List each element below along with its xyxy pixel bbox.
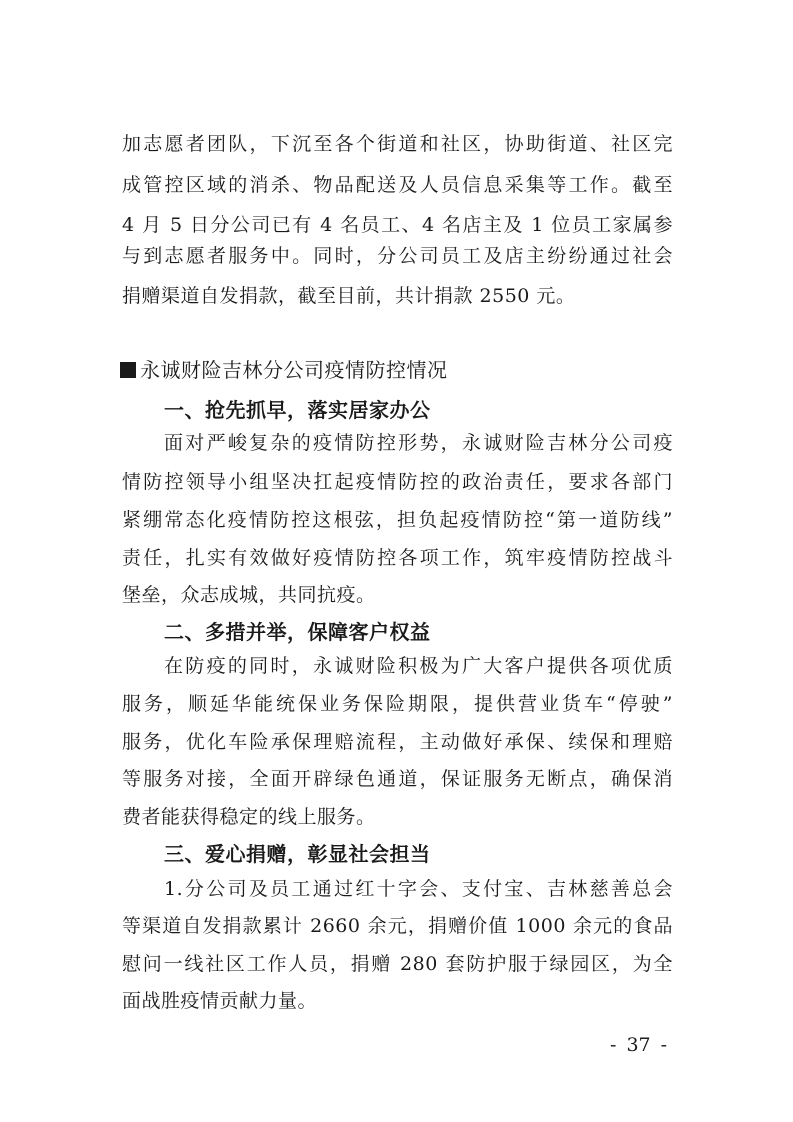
subsection-1-line-5: 堡垒，众志成城，共同抗疫。 [122,584,376,606]
intro-line-2: 成管控区域的消杀、物品配送及人员信息采集等工作。截至 [122,174,673,196]
intro-line-4: 与到志愿者服务中。同时，分公司员工及店主纷纷通过社会 [122,245,673,267]
subsection-2-line-4: 等服务对接，全面开辟绿色通道，保证服务无断点，确保消 [122,768,673,790]
subsection-3-line-2: 等渠道自发捐款累计 2660 余元，捐赠价值 1000 余元的食品 [122,915,673,937]
subsection-2-line-1: 在防疫的同时，永诚财险积极为广大客户提供各项优质 [164,655,673,677]
subsection-2-line-2: 服务，顺延华能统保业务保险期限，提供营业货车“停驶” [122,693,673,715]
page-number: - 37 - [610,1034,668,1056]
subsection-1-heading: 一、抢先抓早，落实居家办公 [164,398,431,422]
subsection-1-line-1: 面对严峻复杂的疫情防控形势，永诚财险吉林分公司疫 [164,432,673,454]
subsection-3-line-4: 面战胜疫情贡献力量。 [122,990,318,1012]
subsection-3-line-1: 1.分公司及员工通过红十字会、支付宝、吉林慈善总会 [164,878,673,900]
subsection-1-line-4: 责任，扎实有效做好疫情防控各项工作，筑牢疫情防控战斗 [122,547,673,569]
subsection-3-heading: 三、爱心捐赠，彰显社会担当 [164,842,431,866]
subsection-1-line-3: 紧绷常态化疫情防控这根弦，担负起疫情防控“第一道防线” [122,509,673,531]
section-title [120,356,448,384]
intro-line-5: 捐赠渠道自发捐款，截至目前，共计捐款 2550 元。 [122,285,576,307]
subsection-3-line-3: 慰问一线社区工作人员，捐赠 280 套防护服于绿园区，为全 [122,953,673,975]
intro-line-1: 加志愿者团队，下沉至各个街道和社区，协助街道、社区完 [122,133,673,155]
subsection-1-line-2: 情防控领导小组坚决扛起疫情防控的政治责任，要求各部门 [122,471,673,493]
black-square-marker [120,362,136,378]
subsection-2-line-3: 服务，优化车险承保理赔流程，主动做好承保、续保和理赔 [122,731,673,753]
intro-line-3: 4 月 5 日分公司已有 4 名员工、4 名店主及 1 位员工家属参 [122,214,673,236]
section-title-text: 永诚财险吉林分公司疫情防控情况 [140,358,448,382]
subsection-2-heading: 二、多措并举，保障客户权益 [164,620,431,644]
subsection-2-line-5: 费者能获得稳定的线上服务。 [122,806,376,828]
